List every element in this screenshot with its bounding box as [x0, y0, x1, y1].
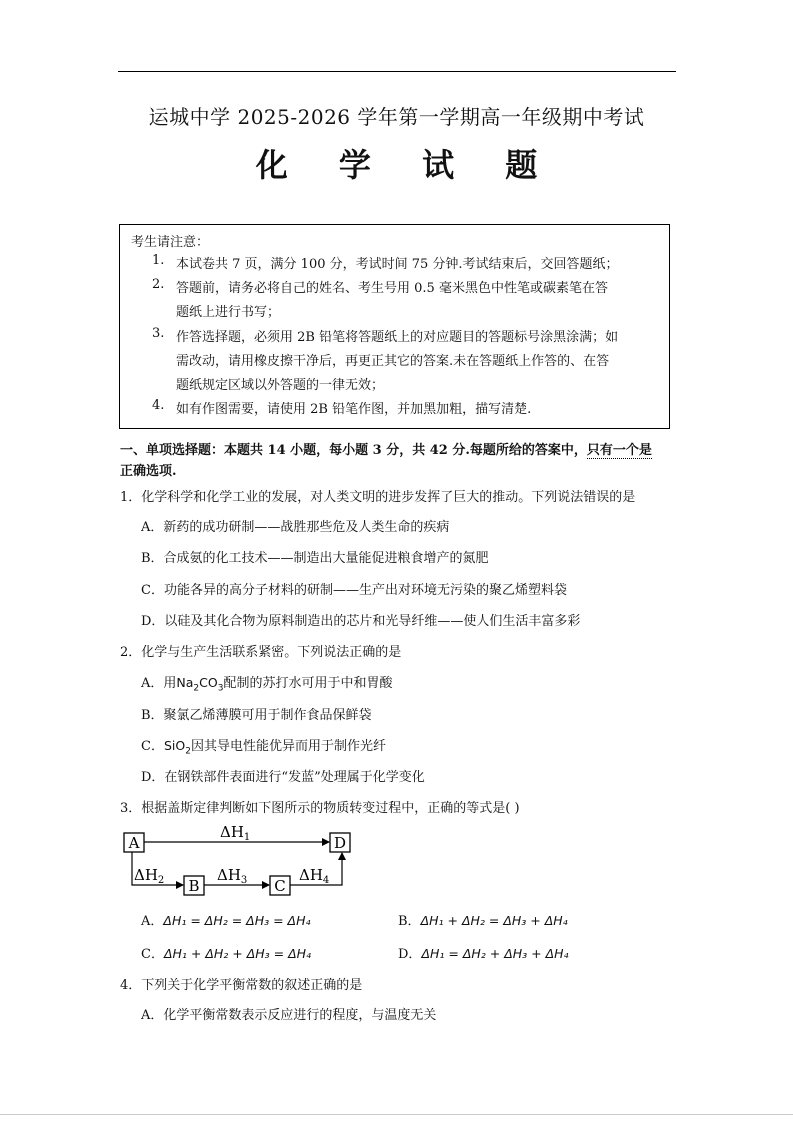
chemical-formula [163, 738, 191, 757]
option-label: C． [141, 739, 164, 754]
notice-item-text: 题纸规定区域以外答题的一律无效； [176, 378, 385, 393]
delta-h4-label: $\Delta H_4$ [299, 866, 330, 886]
option-text: 配制的苏打水可用于中和胃酸 [223, 676, 393, 691]
formula-part: CO [199, 675, 218, 690]
node-b-label: B [188, 877, 200, 895]
hess-law-diagram [118, 820, 368, 900]
enthalpy-equation: ΔH₁ + ΔH₂ + ΔH₃ = ΔH₄ [163, 946, 312, 961]
answer-option [141, 672, 392, 694]
notice-item-text: 答题前，请务必将自己的姓名、考生号用 0.5 毫米黑色中性笔或碳素笔在答 [176, 281, 608, 296]
section-heading-text: 一、单项选择题：本题共 14 小题，每小题 3 分，共 42 分.每题所给的答案中， [120, 443, 587, 458]
notice-item-text: 题纸上进行书写； [176, 305, 281, 320]
notice-item-number: 1. [152, 253, 165, 268]
question-stem: 1．化学科学和化学工业的发展，对人类文明的进步发挥了巨大的推动。下列说法错误的是 [120, 490, 636, 505]
formula-subscript: 2 [193, 683, 200, 694]
option-text: 因其导电性能优异而用于制作光纤 [190, 739, 386, 754]
delta-h1-label: $\Delta H_1$ [220, 823, 251, 843]
school-exam-title: 运城中学 2025-2026 学年第一学期高一年级期中考试 [148, 105, 645, 129]
notice-item-number: 4. [152, 398, 165, 413]
notice-item-text: 作答选择题，必须用 2B 铅笔将答题纸上的对应题目的答题标号涂黑涂满；如 [176, 330, 619, 345]
answer-option: B．聚氯乙烯薄膜可用于制作食品保鲜袋 [141, 708, 372, 723]
top-rule [118, 71, 676, 72]
option-label: D． [398, 947, 422, 962]
answer-option [398, 943, 569, 962]
option-label: C． [141, 947, 164, 962]
delta-h3-label: $\Delta H_3$ [217, 866, 248, 886]
answer-option: A．新药的成功研制——战胜那些危及人类生命的疾病 [141, 520, 450, 535]
notice-item-text: 需改动，请用橡皮擦干净后，再更正其它的答案.未在答题纸上作答的、在答 [176, 354, 610, 369]
formula-subscript: 2 [185, 746, 191, 757]
chemical-formula [176, 675, 224, 694]
enthalpy-equation: ΔH₁ = ΔH₂ + ΔH₃ + ΔH₄ [421, 946, 569, 961]
node-c-label: C [274, 877, 286, 895]
notice-heading: 考生请注意： [131, 235, 210, 250]
formula-subscript: 3 [217, 683, 224, 694]
page-bottom-edge [0, 1114, 793, 1115]
answer-option: A．化学平衡常数表示反应进行的程度，与温度无关 [141, 1008, 437, 1023]
notice-item-text: 本试卷共 7 页，满分 100 分，考试时间 75 分钟.考试结束后，交回答题纸； [176, 257, 619, 272]
node-a-label: A [128, 834, 140, 852]
enthalpy-equation: ΔH₁ = ΔH₂ = ΔH₃ = ΔH₄ [163, 913, 311, 928]
answer-option: C．功能各异的高分子材料的研制——生产出对环境无污染的聚乙烯塑料袋 [141, 583, 567, 598]
answer-option [141, 943, 311, 962]
subject-title: 化 学 试 题 [255, 146, 558, 184]
answer-option [141, 910, 311, 929]
question-stem: 4．下列关于化学平衡常数的叙述正确的是 [120, 978, 363, 993]
formula-part: SiO [163, 738, 186, 753]
node-d-label: D [333, 834, 347, 852]
question-stem: 3．根据盖斯定律判断如下图所示的物质转变过程中，正确的等式是( ) [120, 801, 520, 816]
answer-option: D．以硅及其化合物为原料制造出的芯片和光导纤维——使人们生活丰富多彩 [141, 614, 581, 629]
formula-part: Na [176, 675, 194, 690]
question-stem: 2．化学与生产生活联系紧密。下列说法正确的是 [120, 645, 402, 660]
answer-option: D．在钢铁部件表面进行“发蓝”处理属于化学变化 [141, 770, 425, 785]
option-label: A．用 [141, 676, 177, 691]
notice-item-number: 2. [152, 277, 165, 292]
option-label: A． [141, 914, 164, 929]
enthalpy-equation: ΔH₁ + ΔH₂ = ΔH₃ + ΔH₄ [420, 913, 568, 928]
delta-h2-label: $\Delta H_2$ [134, 866, 165, 886]
answer-option [398, 910, 568, 929]
option-label: B． [398, 914, 421, 929]
notice-item-number: 3. [152, 326, 165, 341]
notice-item-text: 如有作图需要，请使用 2B 铅笔作图，并加黑加粗，描写清楚. [176, 402, 532, 417]
answer-option: B．合成氨的化工技术——制造出大量能促进粮食增产的氮肥 [141, 551, 489, 566]
section-heading-emphasis: 只有一个是 [586, 443, 652, 458]
answer-option [141, 735, 386, 757]
section-heading-line2: 正确选项. [120, 464, 177, 479]
section-heading-line [120, 439, 652, 458]
